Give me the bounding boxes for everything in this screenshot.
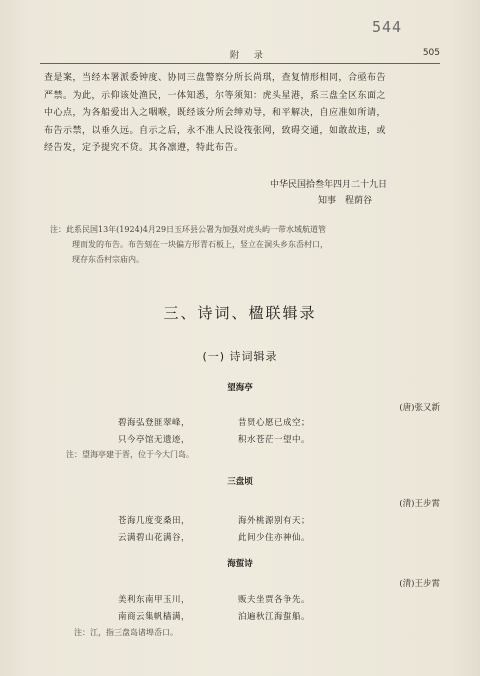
header-rule: [40, 63, 440, 64]
poem-line: 只今亭馆无遗迹，: [118, 435, 191, 445]
poem-line: 贩夫坐贾各争先。: [238, 595, 311, 605]
poem-title: 三盘顷: [227, 477, 253, 487]
section-heading: 三、诗词、楹联辑录: [163, 304, 317, 322]
proclamation-signer: 知事 程荫谷: [318, 196, 373, 206]
proclamation-note: [50, 222, 452, 267]
header-title: 附 录: [230, 51, 269, 61]
poem-line: 泊遍秋江海蜇船。: [238, 612, 311, 622]
poem-line: 美利东南甲玉川，: [118, 595, 191, 605]
poem-author: (清)王步霄: [399, 499, 440, 509]
body-line: 查是案，当经本署派委钟度、协同三盘警察分所长尚琪，查复情形相同，合亟布告: [44, 73, 387, 83]
poem-line: 海外桃源别有天；: [238, 516, 311, 526]
poem-line: 积水苍茫一望中。: [238, 435, 311, 445]
header-page-number: 505: [422, 48, 440, 58]
poem-title: 望海亭: [227, 383, 253, 393]
note-line: 理而发的布告。布告刻在一块偏方形青石板上，竖立在洞头乡东岙村口，: [72, 240, 328, 249]
poem-author: (唐)张又新: [399, 403, 440, 413]
body-line: 严禁。为此，示仰该处渔民，一体知悉，尔等须知：虎头星港，系三盘全区东面之: [44, 90, 387, 101]
note-line: 现存东岙村宗庙内。: [72, 255, 144, 264]
poem-line: 苍海几度变桑田，: [118, 516, 191, 526]
subsection-heading: (一) 诗词辑录: [202, 350, 278, 363]
poem-line: 昔贤心愿已成空；: [238, 418, 311, 428]
body-line: 布告示禁，以垂久远。自示之后，永不准人民设筏张网，致碍交通，如敢故违，或: [44, 125, 387, 136]
poem-line: 此间少住亦神仙。: [238, 533, 311, 543]
body-line: 经告发，定予提究不贷。其各凛遵，特此布告。: [44, 143, 244, 153]
note-line: 注：此系民国13年(1924)4月29日玉环县公署为加强对虎头屿一带水域航道管: [50, 225, 327, 234]
poem-note: 注：望海亭建于晋，位于今大门岛。: [66, 450, 194, 459]
poem-line: 南商云集帆樯满，: [118, 612, 191, 622]
poem-note: 注：江，指三盘岛诸埠岙口。: [74, 628, 178, 637]
proclamation-date: 中华民国拾叁年四月二十九日: [270, 180, 388, 190]
body-line: 中心点，为各船爱出入之咽喉，既经该分所会绅劝导，和平解决，自应准如所请，: [44, 108, 387, 118]
handwritten-page-number: 544: [372, 18, 403, 36]
poem-line: 云满碧山花满谷，: [118, 533, 191, 543]
poem-title: 海蜇诗: [227, 559, 253, 569]
poem-author: (清)王步霄: [399, 579, 440, 589]
proclamation-body: [44, 70, 440, 158]
poem-line: 碧海弘登匪翠峰，: [118, 418, 191, 428]
